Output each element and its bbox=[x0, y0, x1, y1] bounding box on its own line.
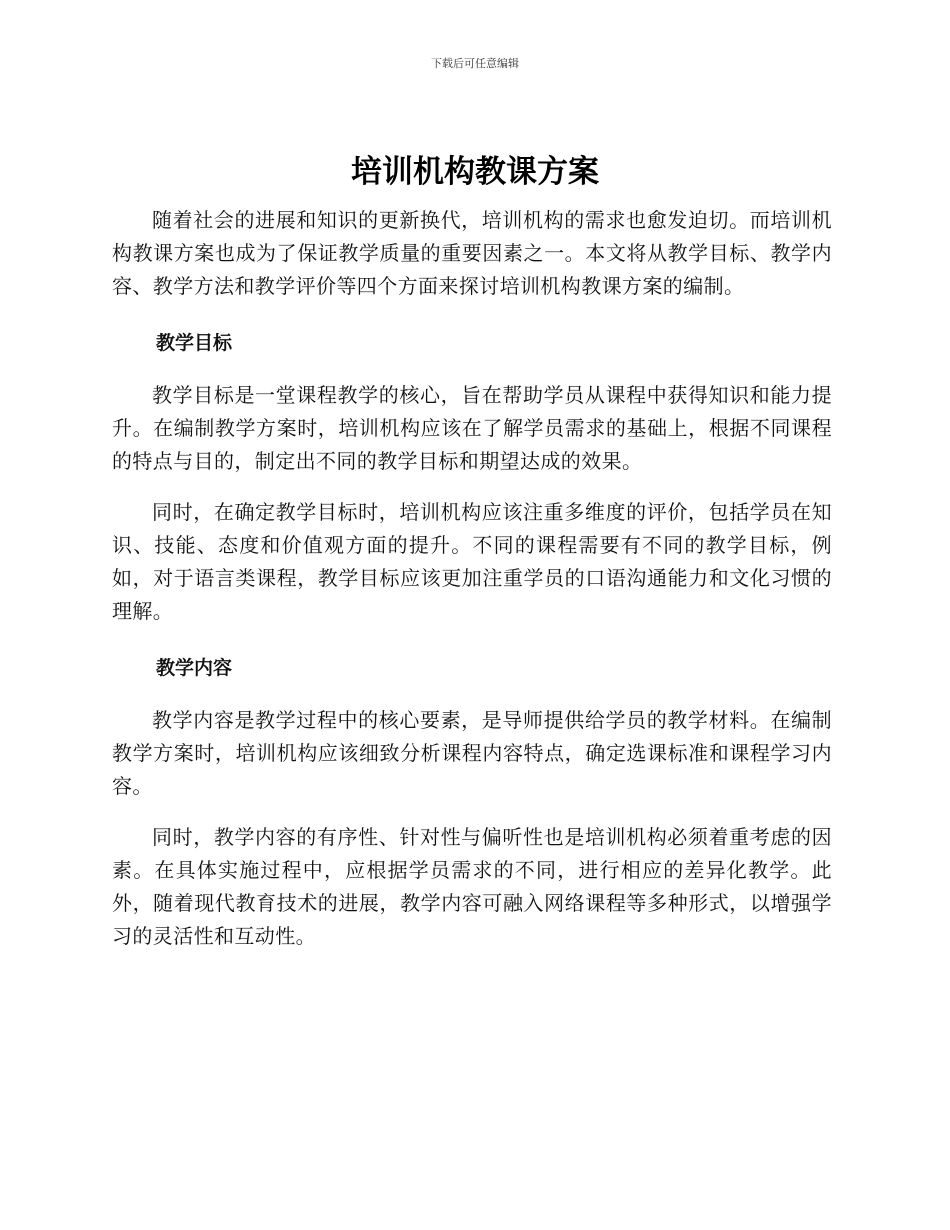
section-heading: 教学目标 bbox=[156, 332, 233, 354]
header-note: 下载后可任意编辑 bbox=[431, 57, 519, 70]
document-body bbox=[112, 204, 832, 953]
intro-paragraph: 随着社会的进展和知识的更新换代，培训机构的需求也愈发迫切。而培训机构教课方案也成为了保证教学质量的重要因素之一。本文将从教学目标、教学内容、教学方法和教学评价等四个方面来探讨培训机构教课方案的编制。 bbox=[112, 208, 832, 298]
section-paragraph: 教学内容是教学过程中的核心要素，是导师提供给学员的教学材料。在编制教学方案时，培训机构应该细致分析课程内容特点，确定选课标准和课程学习内容。 bbox=[112, 708, 832, 798]
section-teaching-goals bbox=[112, 327, 832, 628]
section-teaching-content bbox=[112, 652, 832, 953]
section-paragraph: 同时，在确定教学目标时，培训机构应该注重多维度的评价，包括学员在知识、技能、态度和价值观方面的提升。不同的课程需要有不同的教学目标，例如，对于语言类课程，教学目标应该更加注重学员的口语沟通能力和文化习惯的理解。 bbox=[112, 500, 832, 623]
section-heading: 教学内容 bbox=[156, 657, 233, 679]
section-paragraph: 教学目标是一堂课程教学的核心，旨在帮助学员从课程中获得知识和能力提升。在编制教学方案时，培训机构应该在了解学员需求的基础上，根据不同课程的特点与目的，制定出不同的教学目标和期望达成的效果。 bbox=[112, 383, 832, 473]
document-title: 培训机构教课方案 bbox=[351, 154, 599, 190]
section-paragraph: 同时，教学内容的有序性、针对性与偏听性也是培训机构必须着重考虑的因素。在具体实施过程中，应根据学员需求的不同，进行相应的差异化教学。此外，随着现代教育技术的进展，教学内容可融入网络课程等多种形式，以增强学习的灵活性和互动性。 bbox=[112, 825, 832, 948]
